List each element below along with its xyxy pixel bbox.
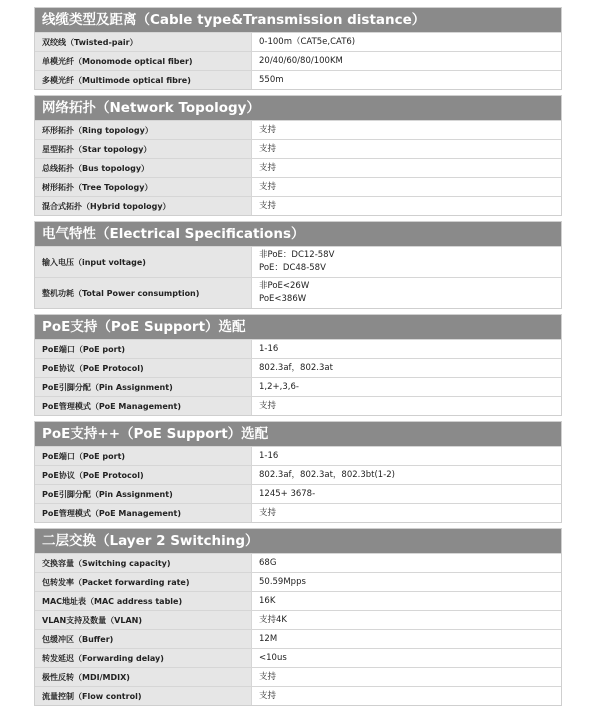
spec-label: PoE协议（PoE Protocol) [35,359,251,377]
spec-label: PoE引脚分配（Pin Assignment) [35,378,251,396]
spec-row [35,32,561,51]
spec-row [35,503,561,522]
spec-label: PoE引脚分配（Pin Assignment) [35,485,251,503]
spec-label: 星型拓扑（Star topology） [35,140,251,158]
spec-row [35,572,561,591]
spec-value [251,397,561,415]
spec-section [34,314,562,416]
spec-value-line: 802.3af，802.3at [259,362,333,373]
section-title: PoE支持（PoE Support）选配 [35,315,561,339]
spec-label: 混合式拓扑（Hybrid topology） [35,197,251,215]
spec-value-line: 1-16 [259,450,279,461]
spec-label: MAC地址表（MAC address table) [35,592,251,610]
spec-row [35,686,561,705]
spec-value-line: 支持 [259,143,277,154]
spec-label: VLAN支持及数量（VLAN) [35,611,251,629]
spec-value-line: 0-100m（CAT5e,CAT6) [259,36,356,47]
spec-value-line: 支持 [259,671,277,682]
spec-row [35,648,561,667]
spec-value [251,278,561,308]
spec-label: PoE管理模式（PoE Management) [35,397,251,415]
spec-value-line: 802.3af，802.3at，802.3bt(1-2) [259,469,395,480]
spec-value-line: 支持 [259,507,277,518]
spec-section [34,7,562,90]
spec-label: 包转发率（Packet forwarding rate) [35,573,251,591]
spec-value [251,592,561,610]
spec-label: 转发延迟（Forwarding delay) [35,649,251,667]
spec-value-line: 50.59Mpps [259,576,306,587]
spec-value-line: 68G [259,557,277,568]
spec-row [35,377,561,396]
spec-label: 输入电压（input voltage) [35,247,251,277]
spec-value-line: 12M [259,633,278,644]
spec-label: 交换容量（Switching capacity) [35,554,251,572]
spec-label: 双绞线（Twisted-pair） [35,33,251,51]
spec-section [34,95,562,216]
spec-value-line: 支持 [259,162,277,173]
spec-value-line: 1-16 [259,343,279,354]
spec-value [251,197,561,215]
spec-value [251,649,561,667]
spec-label: 流量控制（Flow control) [35,687,251,705]
spec-value [251,573,561,591]
spec-value [251,140,561,158]
spec-value [251,630,561,648]
spec-value [251,33,561,51]
spec-label: 包缓冲区（Buffer) [35,630,251,648]
spec-label: PoE协议（PoE Protocol) [35,466,251,484]
spec-value [251,159,561,177]
spec-label: 单模光纤（Monomode optical fiber) [35,52,251,70]
section-title: 线缆类型及距离（Cable type&Transmission distance） [35,8,561,32]
spec-value-line: 非PoE：DC12-58V [259,250,335,260]
spec-value [251,466,561,484]
spec-value-line: 16K [259,595,276,606]
spec-value-line: PoE<386W [259,294,307,304]
spec-value [251,687,561,705]
spec-value [251,554,561,572]
spec-value [251,178,561,196]
spec-row [35,196,561,215]
spec-value [251,359,561,377]
spec-label: PoE端口（PoE port) [35,447,251,465]
spec-row [35,70,561,89]
spec-value [251,378,561,396]
spec-row [35,51,561,70]
spec-label: 整机功耗（Total Power consumption) [35,278,251,308]
spec-row [35,629,561,648]
spec-section [34,528,562,706]
spec-value [251,71,561,89]
spec-row [35,396,561,415]
spec-row [35,139,561,158]
spec-row [35,484,561,503]
spec-value [251,340,561,358]
spec-row [35,358,561,377]
spec-value [251,611,561,629]
spec-label: PoE管理模式（PoE Management) [35,504,251,522]
spec-section [34,221,562,309]
spec-value [251,504,561,522]
spec-value [251,247,561,277]
spec-value [251,52,561,70]
spec-label: PoE端口（PoE port) [35,340,251,358]
spec-value-line: 20/40/60/80/100KM [259,55,343,66]
spec-value-line: 1245+ 3678- [259,488,316,499]
spec-value-line: 支持 [259,181,277,192]
spec-label: 极性反转（MDI/MDIX) [35,668,251,686]
spec-value [251,121,561,139]
spec-row [35,667,561,686]
spec-value [251,668,561,686]
spec-value-line: 支持 [259,400,277,411]
spec-row [35,339,561,358]
spec-value [251,485,561,503]
spec-label: 树形拓扑（Tree Topology） [35,178,251,196]
spec-value-line: 支持 [259,200,277,211]
section-title: 电气特性（Electrical Specifications） [35,222,561,246]
spec-row [35,553,561,572]
spec-value-line: 1,2+,3,6- [259,381,299,392]
spec-sheet [34,7,562,711]
spec-value-line: 550m [259,74,284,85]
section-title: 二层交换（Layer 2 Switching） [35,529,561,553]
spec-row [35,277,561,308]
spec-value-line: 支持 [259,690,277,701]
section-title: 网络拓扑（Network Topology） [35,96,561,120]
spec-value-line: 非PoE<26W [259,281,310,291]
spec-value-line: <10us [259,652,287,663]
spec-row [35,465,561,484]
spec-label: 总线拓扑（Bus topology） [35,159,251,177]
spec-row [35,591,561,610]
spec-row [35,177,561,196]
spec-row [35,446,561,465]
spec-label: 多模光纤（Multimode optical fibre) [35,71,251,89]
spec-row [35,246,561,277]
spec-row [35,610,561,629]
spec-value [251,447,561,465]
spec-section [34,421,562,523]
spec-label: 环形拓扑（Ring topology） [35,121,251,139]
spec-value-line: 支持4K [259,614,287,625]
spec-value-line: 支持 [259,124,277,135]
section-title: PoE支持++（PoE Support）选配 [35,422,561,446]
spec-value-line: PoE：DC48-58V [259,263,326,273]
spec-row [35,158,561,177]
spec-row [35,120,561,139]
